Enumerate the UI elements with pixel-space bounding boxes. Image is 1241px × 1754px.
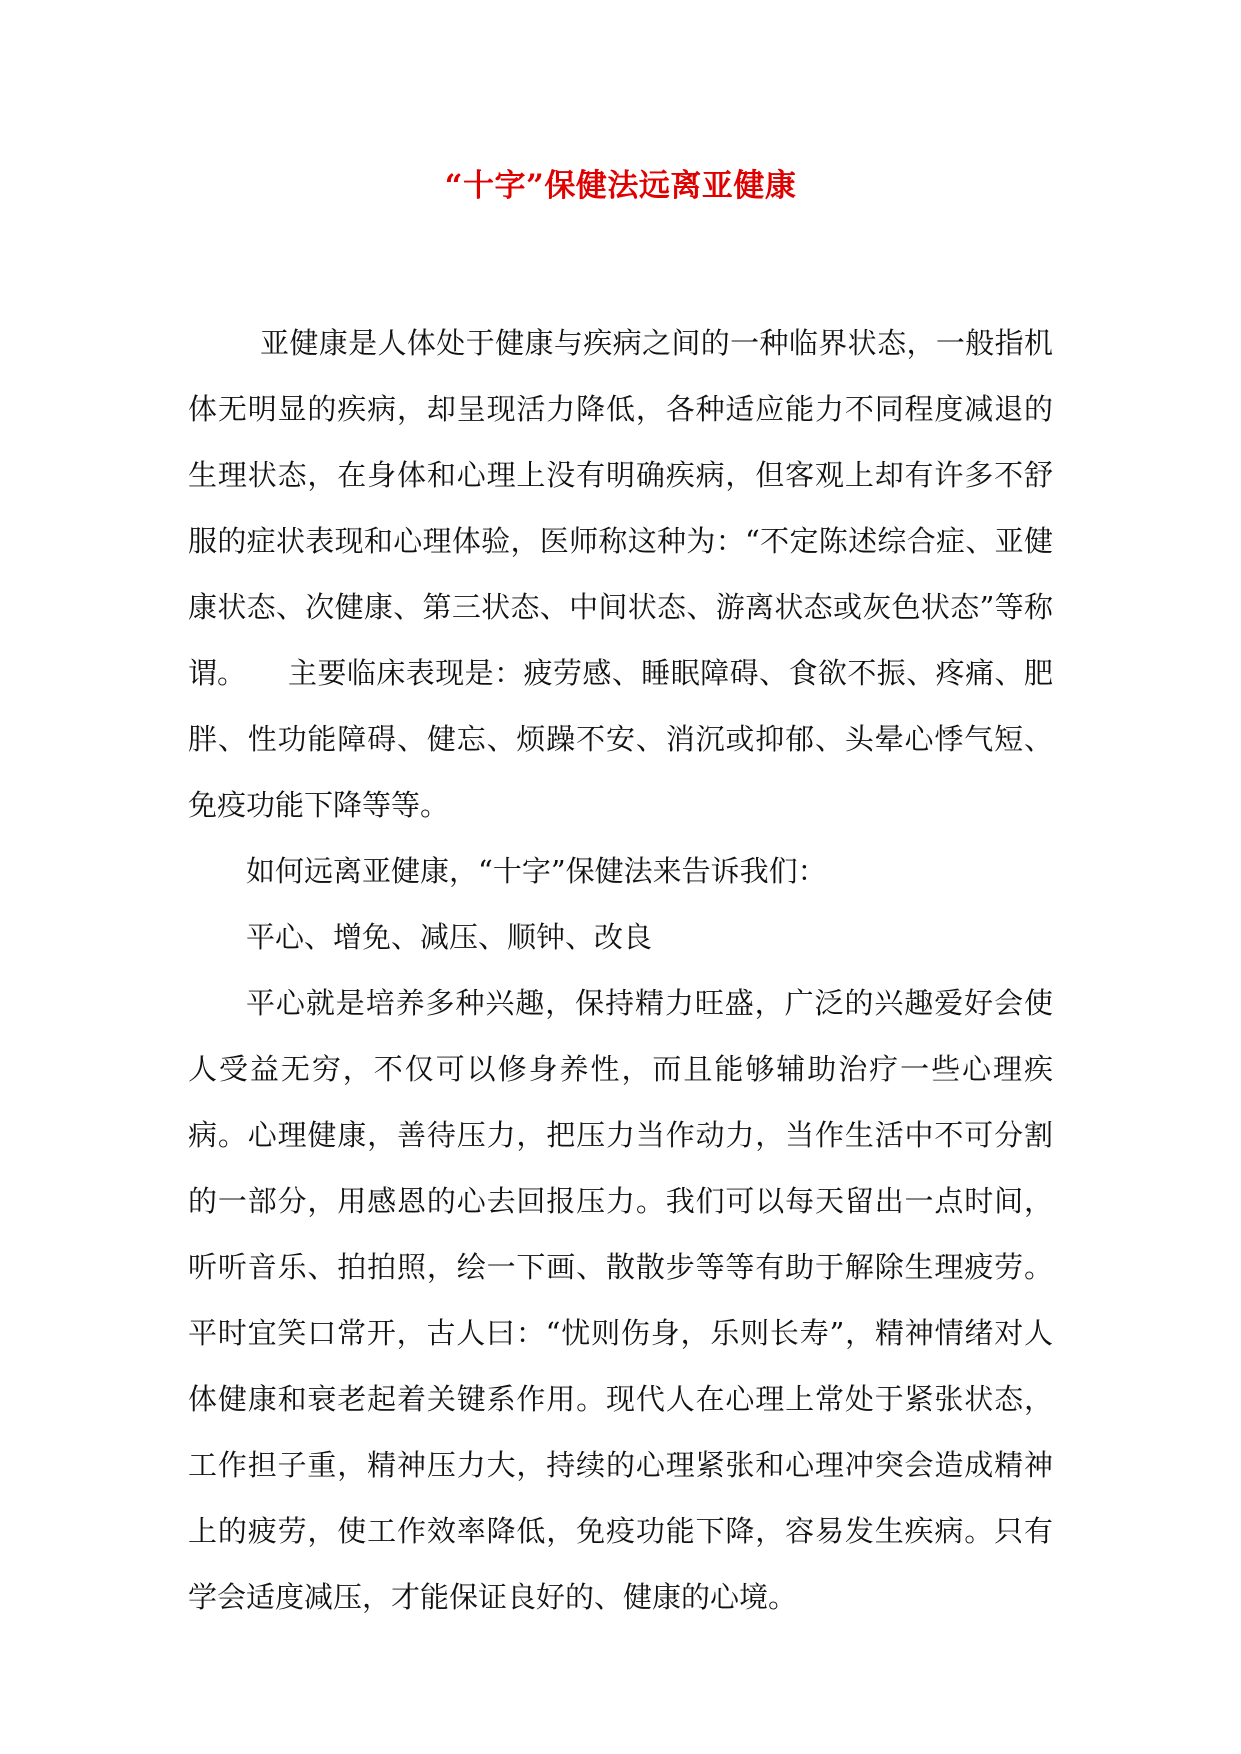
paragraph-definition: 亚健康是人体处于健康与疾病之间的一种临界状态，一般指机体无明显的疾病，却呈现活力降低，各种适应能力不同程度减退的生理状态，在身体和心理上没有明确疾病，但客观上却有许多不舒服的症状表现和心理体验，医师称这种为：“不定陈述综合症、亚健康状态、次健康、第三状态、中间状态、游离状态或灰色状态”等称谓。 [188,326,1053,690]
paragraph-calm-mind: 平心就是培养多种兴趣，保持精力旺盛，广泛的兴趣爱好会使人受益无穷，不仅可以修身养性，而且能够辅助治疗一些心理疾病。心理健康，善待压力，把压力当作动力，当作生活中不可分割的一部分，用感恩的心去回报压力。我们可以每天留出一点时间，听听音乐、拍拍照，绘一下画、散散步等等有助于解除生理疲劳。平时宜笑口常开，古人曰：“忧则伤身，乐则长寿”，精神情绪对人体健康和衰老起着关键系作用。现代人在心理上常处于紧张状态，工作担子重，精神压力大，持续的心理紧张和心理冲突会造成精神上的疲劳，使工作效率降低，免疫功能下降，容易发生疾病。只有学会适度减压，才能保证良好的、健康的心境。 [188,986,1053,1614]
paragraph-intro-method: 如何远离亚健康，“十字”保健法来告诉我们： [246,854,827,888]
paragraph-ten-characters: 平心、增免、减压、顺钟、改良 [246,920,653,954]
document-title: “十字”保健法远离亚健康 [444,168,797,204]
paragraph-symptoms: 主要临床表现是：疲劳感、睡眠障碍、食欲不振、疼痛、肥胖、性功能障碍、健忘、烦躁不安、消沉或抑郁、头晕心悸气短、免疫功能下降等等。 [188,656,1053,822]
